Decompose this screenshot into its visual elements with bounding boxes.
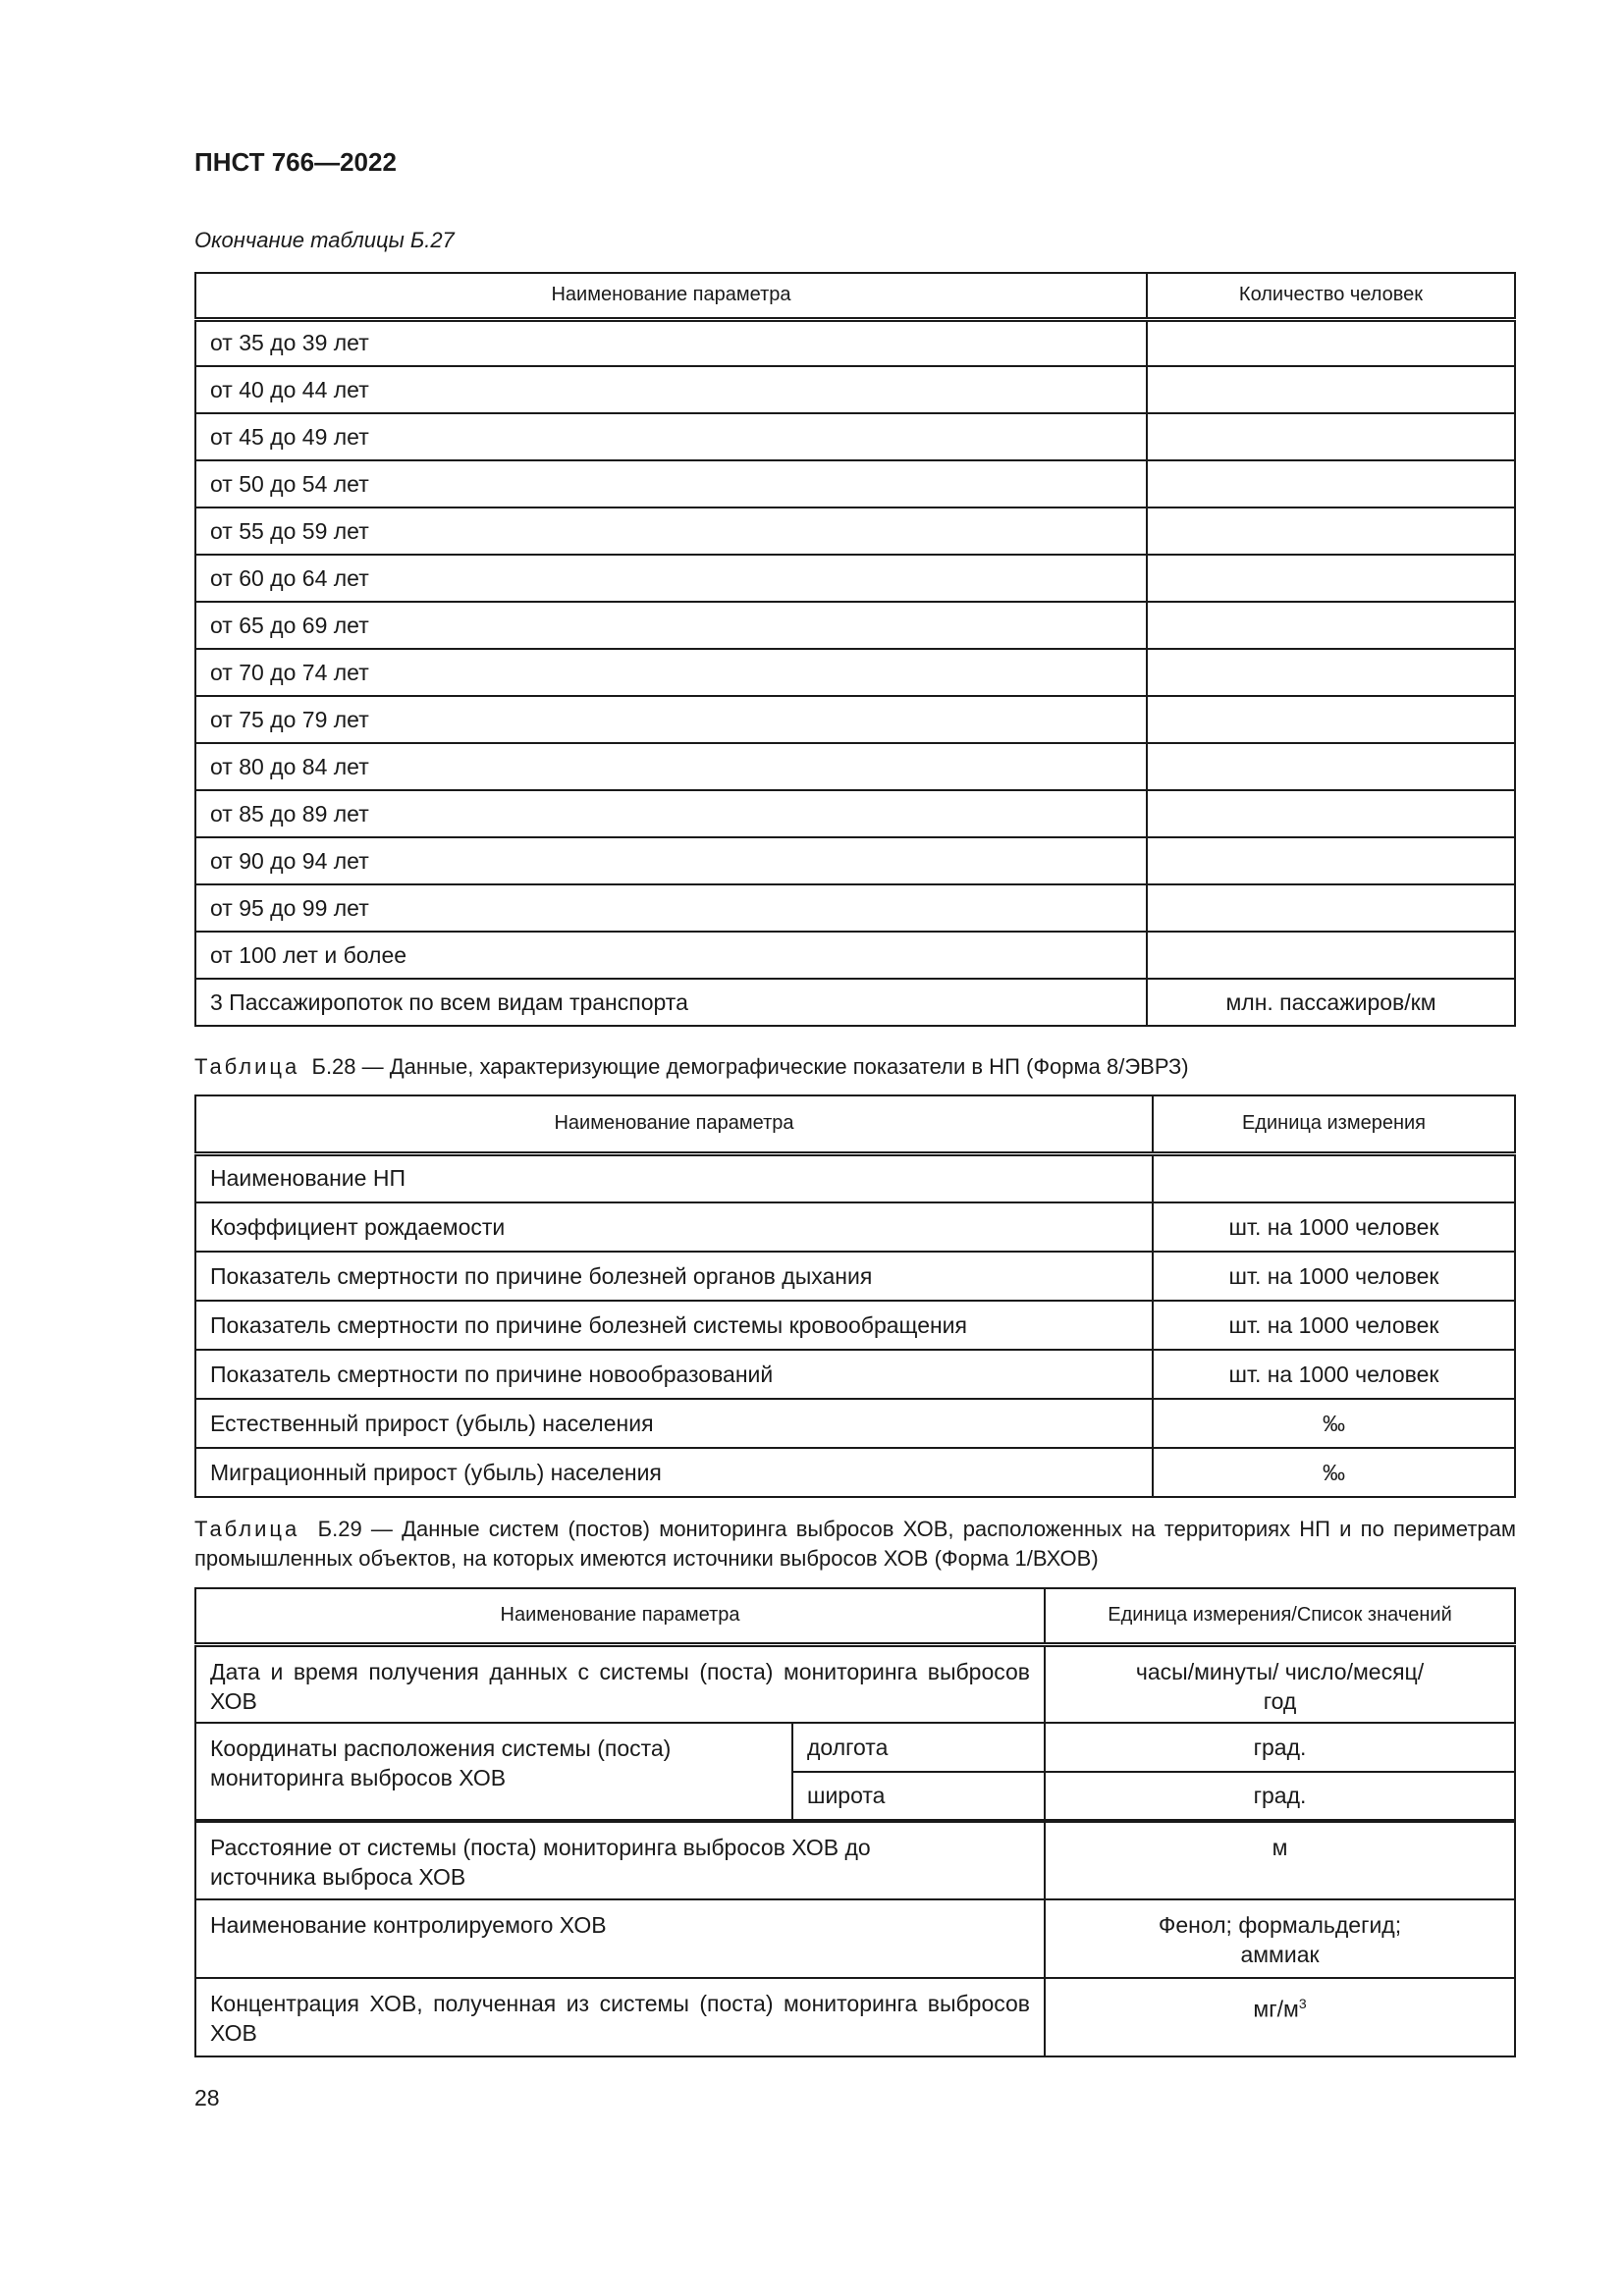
table-row xyxy=(195,507,1515,555)
param-unit: м xyxy=(1045,1821,1515,1899)
column-header: Наименование параметра xyxy=(195,1095,1153,1153)
table-row xyxy=(195,1644,1515,1723)
table-row xyxy=(195,319,1515,366)
table-row xyxy=(195,790,1515,837)
param-value: ‰ xyxy=(1153,1448,1515,1497)
caption-text: Б.29 — Данные систем (постов) мониторинга выбросов ХОВ, расположенных на территориях НП и по периметрам промышленных объектов, на которых имеются источники выбросов ХОВ (Форма 1/ВХОВ) xyxy=(194,1517,1516,1571)
param-value xyxy=(1147,413,1515,460)
table-row xyxy=(195,884,1515,932)
table-row xyxy=(195,413,1515,460)
param-name: от 70 до 74 лет xyxy=(195,649,1147,696)
table-29 xyxy=(194,1587,1516,2057)
table-row xyxy=(195,1399,1515,1448)
param-name: от 90 до 94 лет xyxy=(195,837,1147,884)
table-row xyxy=(195,932,1515,979)
param-subname: широта xyxy=(792,1772,1045,1821)
table-row xyxy=(195,366,1515,413)
param-subname: долгота xyxy=(792,1723,1045,1772)
table-row xyxy=(195,460,1515,507)
param-unit: град. xyxy=(1045,1772,1515,1821)
param-name: Координаты расположения системы (поста) мониторинга выбросов ХОВ xyxy=(195,1723,792,1821)
table-row xyxy=(195,1301,1515,1350)
param-name: от 65 до 69 лет xyxy=(195,602,1147,649)
table-row xyxy=(195,555,1515,602)
param-name: от 45 до 49 лет xyxy=(195,413,1147,460)
param-unit xyxy=(1045,1978,1515,2056)
table-row xyxy=(195,979,1515,1026)
param-value xyxy=(1147,319,1515,366)
param-name: 3 Пассажиропоток по всем видам транспорта xyxy=(195,979,1147,1026)
param-value xyxy=(1147,743,1515,790)
table-row xyxy=(195,1821,1515,1899)
unit-text: мг/м xyxy=(1253,1996,1299,2022)
param-name: от 75 до 79 лет xyxy=(195,696,1147,743)
param-value xyxy=(1147,696,1515,743)
param-name: от 60 до 64 лет xyxy=(195,555,1147,602)
table-row xyxy=(195,1978,1515,2056)
param-value xyxy=(1147,837,1515,884)
table-row xyxy=(195,743,1515,790)
param-value: ‰ xyxy=(1153,1399,1515,1448)
table-row xyxy=(195,602,1515,649)
param-value xyxy=(1147,790,1515,837)
column-header: Наименование параметра xyxy=(195,273,1147,319)
table-row xyxy=(195,1723,1515,1772)
table-row xyxy=(195,1153,1515,1202)
param-value xyxy=(1147,555,1515,602)
param-name: от 95 до 99 лет xyxy=(195,884,1147,932)
param-name: Естественный прирост (убыль) населения xyxy=(195,1399,1153,1448)
param-value: шт. на 1000 человек xyxy=(1153,1252,1515,1301)
param-name: от 80 до 84 лет xyxy=(195,743,1147,790)
param-name: Показатель смертности по причине новообразований xyxy=(195,1350,1153,1399)
caption-text: Б.28 — Данные, характеризующие демографические показатели в НП (Форма 8/ЭВРЗ) xyxy=(311,1054,1189,1079)
param-name: Расстояние от системы (поста) мониторинга выбросов ХОВ до источника выброса ХОВ xyxy=(195,1821,1045,1899)
param-name: от 55 до 59 лет xyxy=(195,507,1147,555)
param-name: Дата и время получения данных с системы (поста) мониторинга выбросов ХОВ xyxy=(195,1644,1045,1723)
param-name: от 35 до 39 лет xyxy=(195,319,1147,366)
param-value: шт. на 1000 человек xyxy=(1153,1301,1515,1350)
column-header: Количество человек xyxy=(1147,273,1515,319)
column-header: Единица измерения/Список значений xyxy=(1045,1588,1515,1644)
param-value xyxy=(1147,884,1515,932)
table-row xyxy=(195,696,1515,743)
param-value: шт. на 1000 человек xyxy=(1153,1350,1515,1399)
param-name: от 85 до 89 лет xyxy=(195,790,1147,837)
table-row xyxy=(195,1252,1515,1301)
table-27-caption: Окончание таблицы Б.27 xyxy=(194,228,455,252)
param-name: Миграционный прирост (убыль) населения xyxy=(195,1448,1153,1497)
table-label: Таблица xyxy=(194,1517,300,1541)
param-unit: Фенол; формальдегид; аммиак xyxy=(1045,1899,1515,1978)
unit-superscript: 3 xyxy=(1298,1996,1307,2011)
param-unit: часы/минуты/ число/месяц/год xyxy=(1045,1644,1515,1723)
param-value xyxy=(1147,507,1515,555)
table-28-caption xyxy=(194,1054,1189,1080)
param-name: Наименование контролируемого ХОВ xyxy=(195,1899,1045,1978)
table-row xyxy=(195,1899,1515,1978)
param-name: Наименование НП xyxy=(195,1153,1153,1202)
table-label: Таблица xyxy=(194,1054,300,1079)
param-value xyxy=(1147,649,1515,696)
page-number: 28 xyxy=(194,2085,220,2110)
table-row xyxy=(195,1202,1515,1252)
table-row xyxy=(195,837,1515,884)
param-name: Концентрация ХОВ, полученная из системы (поста) мониторинга выбросов ХОВ xyxy=(195,1978,1045,2056)
table-row xyxy=(195,649,1515,696)
table-28 xyxy=(194,1095,1516,1498)
table-row xyxy=(195,1448,1515,1497)
table-row xyxy=(195,1350,1515,1399)
column-header: Наименование параметра xyxy=(195,1588,1045,1644)
param-value: млн. пассажиров/км xyxy=(1147,979,1515,1026)
param-name: от 40 до 44 лет xyxy=(195,366,1147,413)
column-header: Единица измерения xyxy=(1153,1095,1515,1153)
table-29-caption xyxy=(194,1515,1516,1574)
param-value xyxy=(1147,460,1515,507)
param-name: от 100 лет и более xyxy=(195,932,1147,979)
param-value xyxy=(1147,602,1515,649)
param-name: Показатель смертности по причине болезней системы кровообращения xyxy=(195,1301,1153,1350)
param-value xyxy=(1153,1153,1515,1202)
param-name: Коэффициент рождаемости xyxy=(195,1202,1153,1252)
param-name: от 50 до 54 лет xyxy=(195,460,1147,507)
param-value: шт. на 1000 человек xyxy=(1153,1202,1515,1252)
param-value xyxy=(1147,366,1515,413)
param-value xyxy=(1147,932,1515,979)
param-name: Показатель смертности по причине болезней органов дыхания xyxy=(195,1252,1153,1301)
document-id: ПНСТ 766—2022 xyxy=(194,147,397,177)
table-27 xyxy=(194,272,1516,1027)
param-unit: град. xyxy=(1045,1723,1515,1772)
